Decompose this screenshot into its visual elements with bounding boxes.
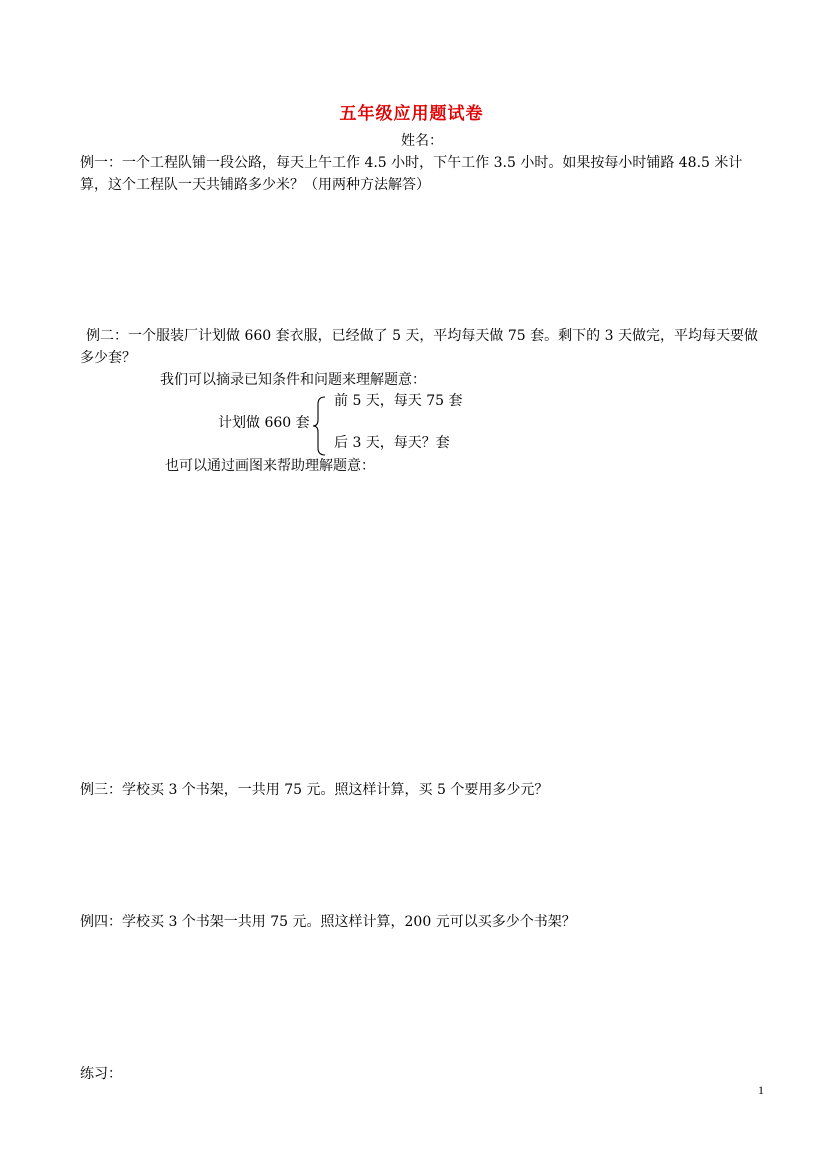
question-2-hint-2: 也可以通过画图来帮助理解题意： <box>165 458 375 474</box>
question-2-line-1: 例二：一个服装厂计划做 660 套衣服，已经做了 5 天，平均每天做 75 套。剩下的 3 天做完，平均每天要做 <box>86 328 758 344</box>
question-3: 例三：学校买 3 个书架，一共用 75 元。照这样计算，买 5 个要用多少元？ <box>80 782 549 798</box>
question-2-hint-1: 我们可以摘录已知条件和问题来理解题意： <box>160 372 426 388</box>
curly-brace-icon <box>312 396 326 456</box>
practice-label: 练习： <box>80 1066 122 1082</box>
question-4: 例四：学校买 3 个书架一共用 75 元。照这样计算，200 元可以买多少个书架？ <box>80 914 576 930</box>
name-label: 姓名： <box>401 133 443 149</box>
question-1-line-2: 算，这个工程队一天共铺路多少米？（用两种方法解答） <box>80 177 430 193</box>
question-1-line-1: 例一：一个工程队铺一段公路，每天上午工作 4.5 小时，下午工作 3.5 小时。如果按每小时铺路 48.5 米计 <box>80 155 743 171</box>
branch-first-days: 前 5 天，每天 75 套 <box>334 393 463 409</box>
page-title: 五年级应用题试卷 <box>339 104 484 124</box>
plan-label: 计划做 660 套 <box>218 415 310 431</box>
question-2-line-2: 多少套？ <box>80 350 136 366</box>
branch-remaining-days: 后 3 天，每天？套 <box>334 435 450 451</box>
page-number: 1 <box>758 1083 764 1097</box>
